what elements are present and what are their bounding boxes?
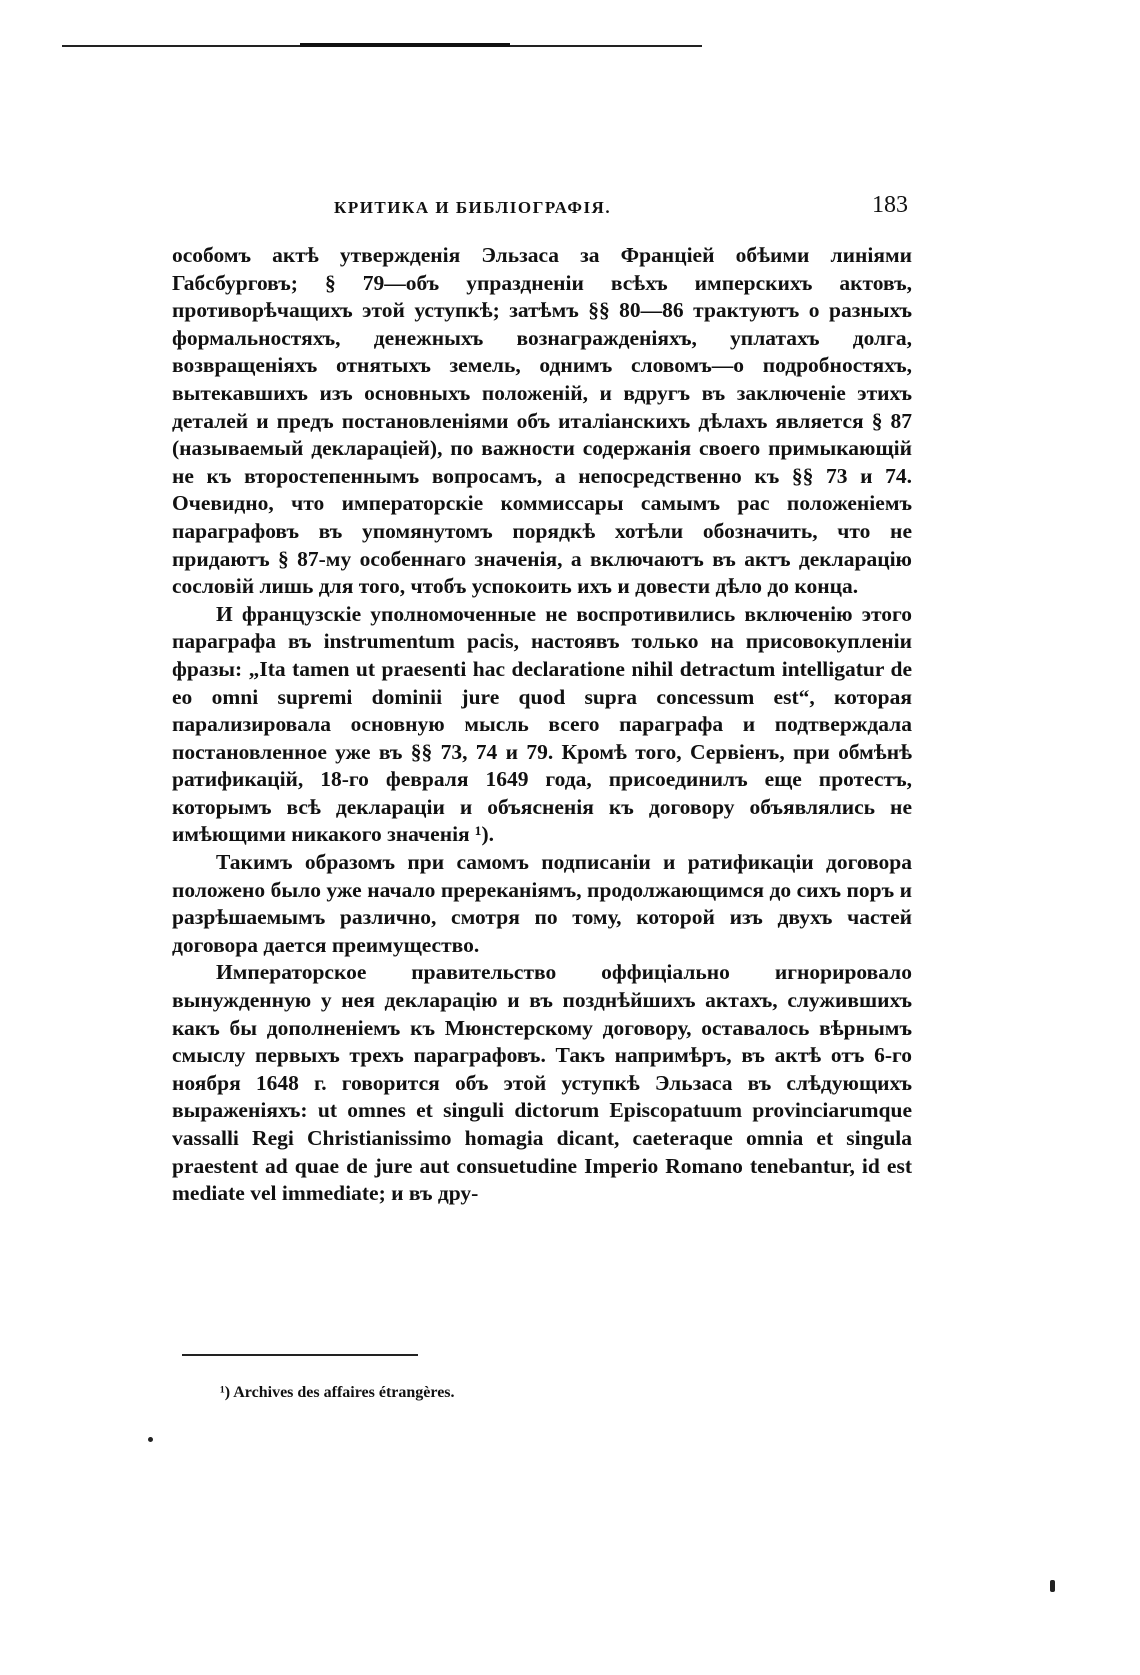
footnote xyxy=(220,1384,455,1402)
paragraph-1: особомъ актѣ утвержденія Эльзаса за Франціей обѣими линіями Габсбурговъ; § 79—объ упраздненіи всѣхъ имперскихъ актовъ, противорѣчащихъ этой уступкѣ; затѣмъ §§ 80—86 трактуютъ о разныхъ формальностяхъ, денежныхъ вознагражденіяхъ, уплатахъ долга, возвращеніяхъ отнятыхъ земель, однимъ словомъ—о подробностяхъ, вытекавшихъ изъ основныхъ положеній, и вдругъ въ заключеніе этихъ деталей и предъ постановленіями объ италіанскихъ дѣлахъ является § 87 (называемый декларацiей), по важности содержанія своего примыкающій не къ второстепеннымъ вопросамъ, а непосредственно къ §§ 73 и 74. Очевидно, что императорскіе коммиссары самымъ рас положеніемъ параграфовъ въ упомянутомъ порядкѣ хотѣли обозначить, что не придаютъ § 87-му особеннаго значенія, а включаютъ въ актъ декларацію сословій лишь для того, чтобъ успокоить ихъ и довести дѣло до конца. xyxy=(172,243,912,599)
footnote-marker: ¹) xyxy=(220,1384,231,1401)
running-head: КРИТИКА И БИБЛІОГРАФІЯ. xyxy=(334,198,612,217)
paragraph-2: И французскіе уполномоченные не воспротивились включенію этого параграфа въ instrumentum pacis, настоявъ только на присовокупленіи фразы: „Ita tamen ut praesenti hac declaratione nihil detractum intelligatur de eo omni supremi dominii jure quod supra concessum est“, которая парализировала основную мысль всего параграфа и подтверждала постановленное уже въ §§ 73, 74 и 79. Кромѣ того, Сервіенъ, при обмѣнѣ ратификацій, 18-го февраля 1649 года, присоединилъ еще протестъ, которымъ всѣ декларацiи и объясненія къ договору объявлялись не имѣющими никакого значенія ¹). xyxy=(172,601,912,847)
top-rule-thick xyxy=(300,43,510,47)
body-text xyxy=(172,242,912,1208)
paragraph-3: Такимъ образомъ при самомъ подписаніи и ратификаціи договора положено было уже начало пререканіямъ, продолжающимся до сихъ поръ и разрѣшаемымъ различно, смотря по тому, которой изъ двухъ частей договора дается преимущество. xyxy=(172,850,912,957)
ink-speck xyxy=(1050,1580,1055,1592)
footnote-text: Archives des affaires étrangères. xyxy=(233,1384,455,1401)
page-number: 183 xyxy=(872,192,908,218)
ink-speck xyxy=(148,1437,153,1442)
footnote-rule xyxy=(182,1354,418,1356)
paragraph-4: Императорское правительство оффиціально игнорировало вынужденную у нея декларацію и въ позднѣйшихъ актахъ, служившихъ какъ бы дополненіемъ къ Мюнстерскому договору, оставалось вѣрнымъ смыслу первыхъ трехъ параграфовъ. Такъ напримѣръ, въ актѣ отъ 6-го ноября 1648 г. говорится объ этой уступкѣ Эльзаса въ слѣдующихъ выраженіяхъ: ut omnes et singuli dictorum Episcopatuum provinciarumque vassalli Regi Christianissimo homagia dicant, caeteraque omnia et singula praestent ad quae de jure aut consuetudine Imperio Romano tenebantur, id est mediate vel immediate; и въ дру- xyxy=(172,960,912,1206)
